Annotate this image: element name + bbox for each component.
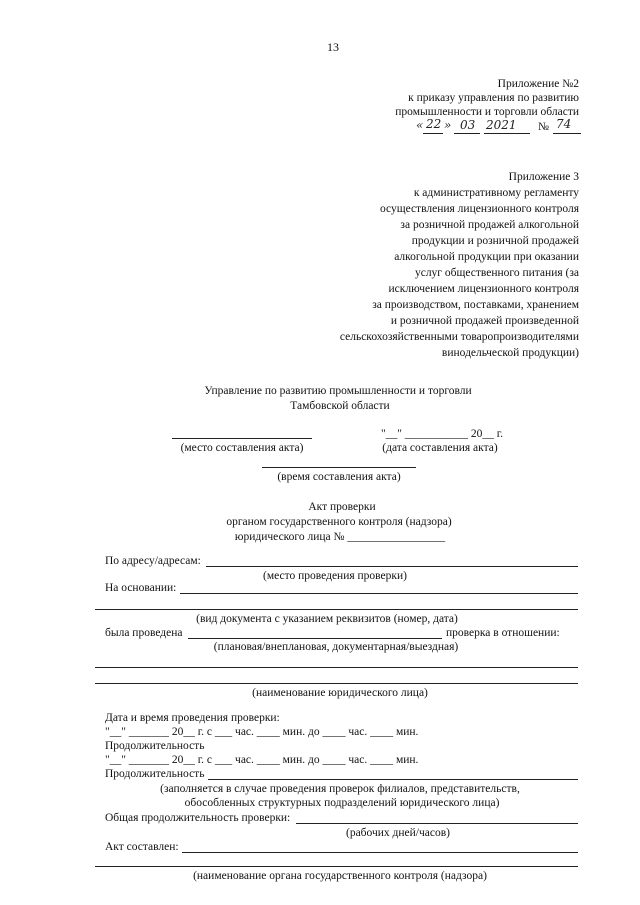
appendix2-line1: к приказу управления по развитию	[408, 92, 579, 104]
drawn-up-field-2[interactable]	[95, 866, 578, 867]
date-field[interactable]: "__" ___________ 20__ г.	[381, 428, 504, 440]
drawn-up-label: Акт составлен:	[105, 841, 179, 853]
date-caption: (дата составления акта)	[382, 442, 498, 454]
appendix2-title: Приложение №2	[497, 78, 579, 90]
basis-label: На основании:	[105, 582, 177, 594]
appendix3-line: за производством, поставками, хранением	[372, 299, 579, 311]
conducted-label: была проведена	[105, 627, 183, 639]
appendix3-line: и розничной продажей произведенной	[390, 315, 579, 327]
act-subtitle: органом государственного контроля (надзора)	[226, 516, 452, 528]
appendix3-line: за розничной продажей алкогольной	[400, 219, 579, 231]
basis-caption: (вид документа с указанием реквизитов (номер, дата)	[196, 613, 458, 625]
org-region: Тамбовской области	[290, 400, 390, 412]
authority-caption: (наименование органа государственного контроля (надзора)	[193, 870, 487, 882]
inspection-type-field[interactable]	[188, 638, 442, 639]
appendix3-line: продукции и розничной продажей	[411, 235, 579, 247]
appendix3-line: исключением лицензионного контроля	[388, 283, 579, 295]
appendix3-line: осуществления лицензионного контроля	[379, 203, 579, 215]
appendix2-line2: промышленности и торговли области	[395, 106, 579, 118]
total-duration-label: Общая продолжительность проверки:	[105, 812, 291, 824]
duration-field[interactable]	[208, 779, 578, 780]
basis-field-2[interactable]	[95, 609, 578, 610]
branches-caption-2: обособленных структурных подразделений юридического лица)	[184, 797, 500, 809]
datetime-row-2[interactable]: "__" _______ 20__ г. с ___ час. ____ мин. до ____ час. ____ мин.	[105, 754, 419, 766]
total-duration-field[interactable]	[296, 823, 578, 824]
inspection-suffix: проверка в отношении:	[446, 627, 560, 639]
place-field[interactable]	[172, 438, 312, 439]
appendix3-line: услуг общественного питания (за	[414, 267, 579, 279]
appendix3-line: винодельческой продукции)	[441, 347, 579, 359]
time-field[interactable]	[262, 467, 416, 468]
document-page: 13 Приложение №2 к приказу управления по развитию промышленности и торговли области « 22 » 03 2021 № 74 Приложение 3 к административному регламенту осуществления лицензионного контроля за розничной продажей алкогольной продукции и розничной продажей алкогольной продукции при оказании услуг общественного питания (за исключением лицензионного контроля за производством, поставками, хранением и розничной продажей произведенной сельскохозяйственными товаропроизводителями винодельческой продукции) Управление по развитию промышленности и торговли Тамбовской области (место составления акта) "__" ___________ 20__ г. (дата составления акта) (время составления акта) Акт проверки органом государственного контроля (надзора) юридического лица № _________________ По адресу/адресам: (место проведения проверки) На основании: (вид документа с указанием реквизитов (номер, дата) была проведена проверка в отношении: (плановая/внеплановая, документарная/выездная) (наименование юридического лица) Дата и время проведения проверки: "__" _______ 20__ г. с ___ час. ____ мин. до ____ час. ____ мин. Продолжительность "__" _______ 20__ г. с ___ час. ____ мин. до ____ час. ____ мин. Продолжительность (заполняется в случае проведения проверок филиалов, представительств, обособленных структурных подразделений юридического лица) Общая продолжительность проверки: (рабочих дней/часов) Акт составлен: (наименование органа государственного контроля (надзора)	[0, 0, 640, 905]
drawn-up-field[interactable]	[182, 852, 578, 853]
entity-field[interactable]	[95, 667, 578, 668]
appendix3-line: к административному регламенту	[413, 187, 579, 199]
duration-label-2: Продолжительность	[105, 768, 205, 780]
datetime-row-1[interactable]: "__" _______ 20__ г. с ___ час. ____ мин. до ____ час. ____ мин.	[105, 726, 419, 738]
branches-caption-1: (заполняется в случае проведения проверок филиалов, представительств,	[160, 783, 520, 795]
datetime-label: Дата и время проведения проверки:	[105, 712, 280, 724]
appendix3-title: Приложение 3	[508, 171, 579, 183]
total-duration-caption: (рабочих дней/часов)	[345, 827, 451, 839]
handwritten-month: 03	[460, 118, 476, 132]
address-field[interactable]	[206, 566, 578, 567]
act-title: Акт проверки	[308, 501, 376, 513]
handwritten-year: 2021	[486, 118, 517, 132]
handwritten-number: 74	[556, 117, 572, 131]
entity-caption: (наименование юридического лица)	[252, 687, 428, 699]
handwritten-day: 22	[426, 117, 442, 131]
entity-field-2[interactable]	[95, 683, 578, 684]
basis-field[interactable]	[180, 593, 578, 594]
page-number: 13	[327, 40, 339, 54]
address-label: По адресу/адресам:	[105, 555, 201, 567]
duration-label-1: Продолжительность	[105, 740, 205, 752]
act-number: юридического лица № _________________	[234, 531, 446, 543]
inspection-type-caption: (плановая/внеплановая, документарная/выездная)	[213, 641, 459, 653]
org-name: Управление по развитию промышленности и торговли	[204, 385, 472, 397]
address-caption: (место проведения проверки)	[263, 570, 407, 582]
place-caption: (место составления акта)	[180, 442, 304, 454]
time-caption: (время составления акта)	[277, 471, 401, 483]
appendix3-line: сельскохозяйственными товаропроизводителями	[339, 331, 579, 343]
appendix3-line: алкогольной продукции при оказании	[394, 251, 579, 263]
